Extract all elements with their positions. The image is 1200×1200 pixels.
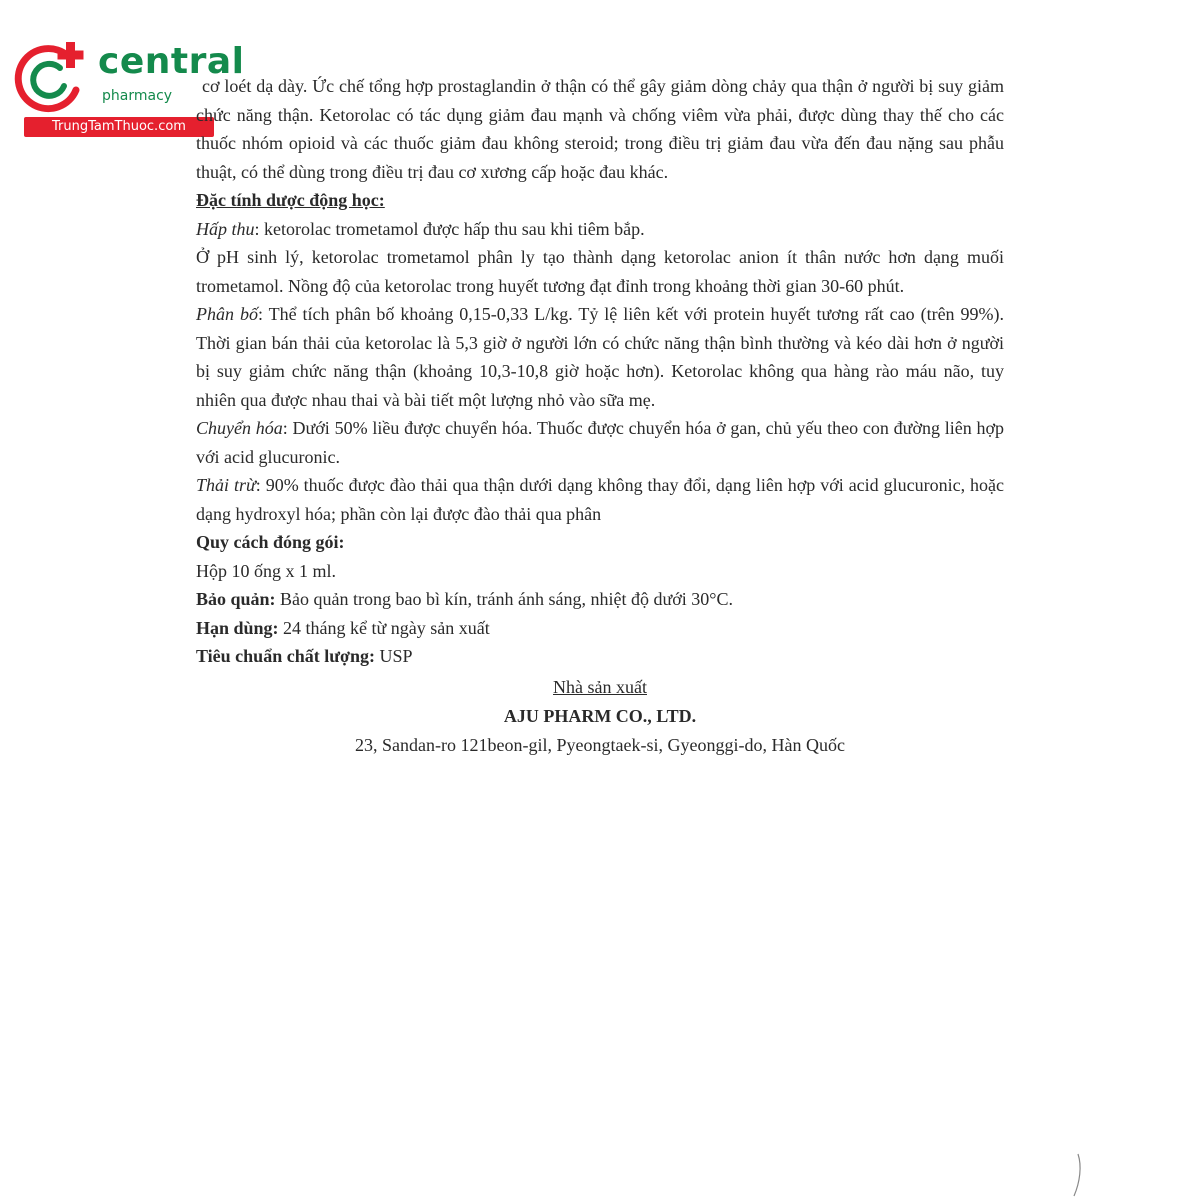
- excretion-text: : 90% thuốc được đào thải qua thận dưới dạng không thay đổi, dạng liên hợp với acid glucuronic, hoặc dạng hydroxyl hóa; phần còn lại được đào thải qua phân: [196, 475, 1004, 524]
- quality-standard-text: USP: [374, 646, 413, 666]
- absorption-paragraph: [196, 215, 1004, 244]
- quality-standard-label: Tiêu chuẩn chất lượng:: [196, 646, 375, 666]
- scan-mark: [1070, 1152, 1084, 1198]
- distribution-label: Phân bố: [196, 304, 258, 324]
- logo-website: TrungTamThuoc.com: [24, 117, 214, 137]
- metabolism-label: Chuyển hóa: [196, 418, 283, 438]
- pharmacokinetics-heading: Đặc tính dược động học:: [196, 190, 385, 210]
- storage-label: Bảo quản:: [196, 589, 276, 609]
- absorption-text: : ketorolac trometamol được hấp thu sau khi tiêm bắp.: [254, 218, 645, 239]
- shelf-life-label: Hạn dùng:: [196, 617, 279, 638]
- metabolism-text: : Dưới 50% liều được chuyển hóa. Thuốc được chuyển hóa ở gan, chủ yếu theo con đường liên hợp với acid glucuronic.: [196, 418, 1005, 467]
- storage-line: [196, 585, 1004, 614]
- storage-text: Bảo quản trong bao bì kín, tránh ánh sáng, nhiệt độ dưới 30°C.: [275, 589, 733, 609]
- document-body: [196, 72, 1004, 760]
- packaging-heading: Quy cách đóng gói:: [196, 532, 345, 552]
- manufacturer-address: 23, Sandan-ro 121beon-gil, Pyeongtaek-si, Gyeonggi-do, Hàn Quốc: [355, 734, 845, 755]
- shelf-life-line: [196, 614, 1004, 643]
- excretion-label: Thải trừ: [196, 475, 256, 495]
- absorption-label: Hấp thu: [196, 218, 255, 239]
- logo-subtitle: pharmacy: [102, 88, 173, 104]
- intro-paragraph: cơ loét dạ dày. Ức chế tổng hợp prostaglandin ở thận có thể gây giảm dòng chảy qua thận ở người bị suy giảm chức năng thận. Ketorolac có tác dụng giảm đau mạnh và chống viêm vừa phải, được dùng thay thế cho các thuốc nhóm opioid và các thuốc giảm đau không steroid; trong điều trị giảm đau vừa đến đau nặng sau phẫu thuật, có thể dùng trong điều trị đau cơ xương cấp hoặc đau khác.: [196, 76, 1004, 182]
- quality-standard-line: [196, 642, 1004, 671]
- packaging-text: Hộp 10 ống x 1 ml.: [196, 560, 337, 581]
- shelf-life-text: 24 tháng kể từ ngày sản xuất: [278, 617, 490, 638]
- metabolism-paragraph: [196, 414, 1004, 471]
- manufacturer-name: AJU PHARM CO., LTD.: [503, 705, 697, 726]
- manufacturer-label: Nhà sản xuất: [553, 676, 647, 697]
- central-pharmacy-cross-icon: [10, 38, 90, 118]
- excretion-paragraph: [196, 471, 1004, 528]
- ph-paragraph: Ở pH sinh lý, ketorolac trometamol phân ly tạo thành dạng ketorolac anion ít thân nước hơn dạng muối trometamol. Nồng độ của ketorolac trong huyết tương đạt đỉnh trong khoảng thời gian 30-60 phút.: [196, 247, 1004, 296]
- distribution-paragraph: [196, 300, 1004, 414]
- logo-brand-name: central: [98, 41, 245, 82]
- distribution-text: : Thể tích phân bố khoảng 0,15-0,33 L/kg. Tỷ lệ liên kết với protein huyết tương rất cao (trên 99%). Thời gian bán thải của ketorolac là 5,3 giờ ở người lớn có chức năng thận bình thường và kéo dài hơn ở người bị suy giảm chức năng thận (khoảng 10,3-10,8 giờ hoặc hơn). Ketorolac không qua hàng rào máu não, tuy nhiên qua được nhau thai và bài tiết một lượng nhỏ vào sữa mẹ.: [196, 304, 1004, 410]
